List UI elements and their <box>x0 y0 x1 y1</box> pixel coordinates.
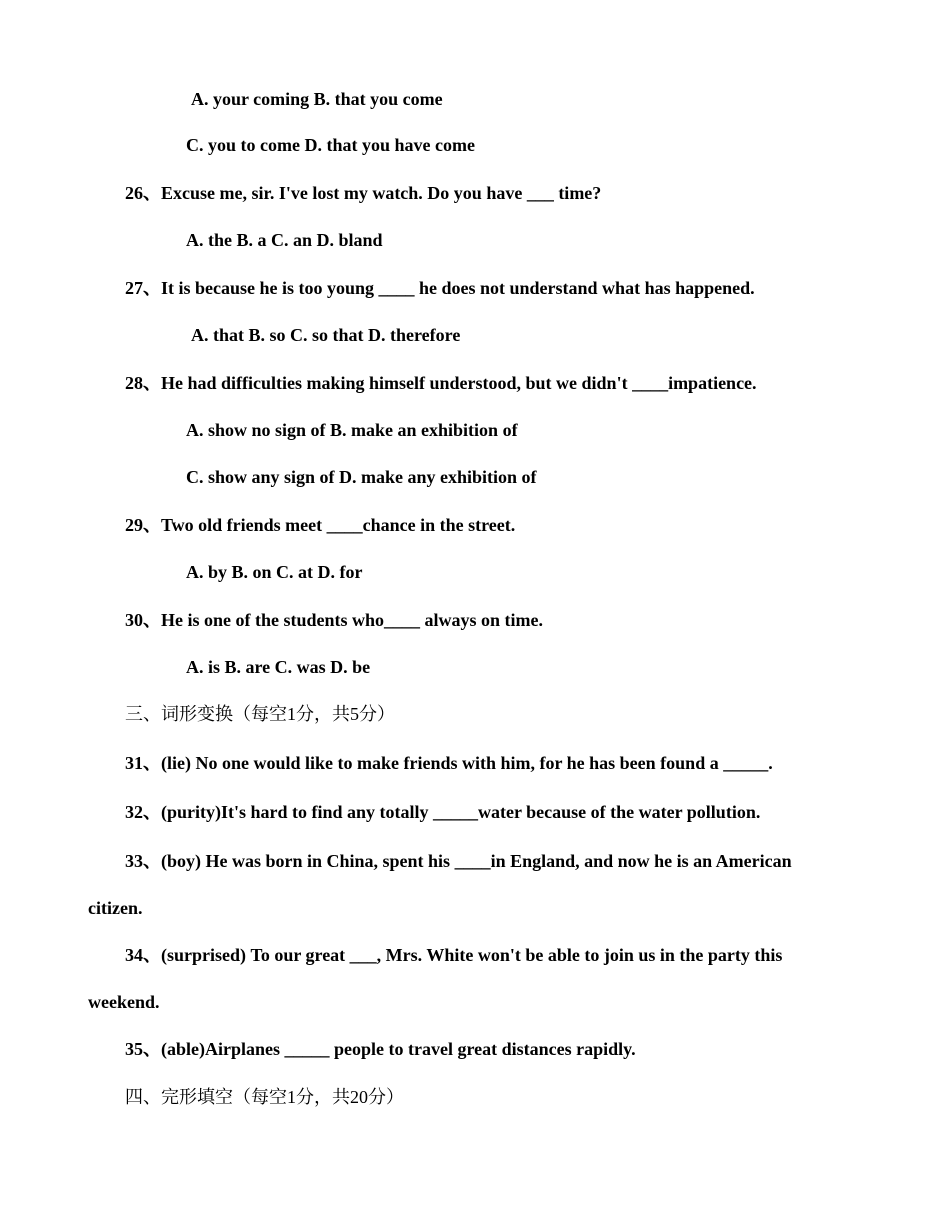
question-32: 32、(purity)It's hard to find any totally _____water because of the water pollution. <box>125 802 761 822</box>
question-29: 29、Two old friends meet ____chance in the street. <box>125 515 516 535</box>
question-30: 30、He is one of the students who____ always on time. <box>125 610 544 630</box>
question-26: 26、Excuse me, sir. I've lost my watch. Do you have ___ time? <box>125 183 602 203</box>
question-35: 35、(able)Airplanes _____ people to travel great distances rapidly. <box>125 1039 636 1059</box>
question-27: 27、It is because he is too young ____ he does not understand what has happened. <box>125 278 755 298</box>
question-34-line-2: weekend. <box>88 992 160 1012</box>
q27-options: A. that B. so C. so that D. therefore <box>191 325 461 345</box>
q29-options: A. by B. on C. at D. for <box>186 562 363 582</box>
q28-options-cd: C. show any sign of D. make any exhibition of <box>186 467 537 487</box>
q28-options-ab: A. show no sign of B. make an exhibition of <box>186 420 518 440</box>
section-4-heading: 四、完形填空（每空1分，共20分） <box>125 1087 404 1107</box>
q26-options: A. the B. a C. an D. bland <box>186 230 383 250</box>
question-31: 31、(lie) No one would like to make friends with him, for he has been found a _____. <box>125 753 773 773</box>
question-28: 28、He had difficulties making himself understood, but we didn't ____impatience. <box>125 373 757 393</box>
question-34-line-1: 34、(surprised) To our great ___, Mrs. White won't be able to join us in the party this <box>125 945 783 965</box>
question-33-line-2: citizen. <box>88 898 143 918</box>
q25-options-ab: A. your coming B. that you come <box>191 89 443 109</box>
q30-options: A. is B. are C. was D. be <box>186 657 371 677</box>
question-33-line-1: 33、(boy) He was born in China, spent his ____in England, and now he is an American <box>125 851 792 871</box>
q25-options-cd: C. you to come D. that you have come <box>186 135 475 155</box>
section-3-heading: 三、词形变换（每空1分，共5分） <box>125 704 395 724</box>
